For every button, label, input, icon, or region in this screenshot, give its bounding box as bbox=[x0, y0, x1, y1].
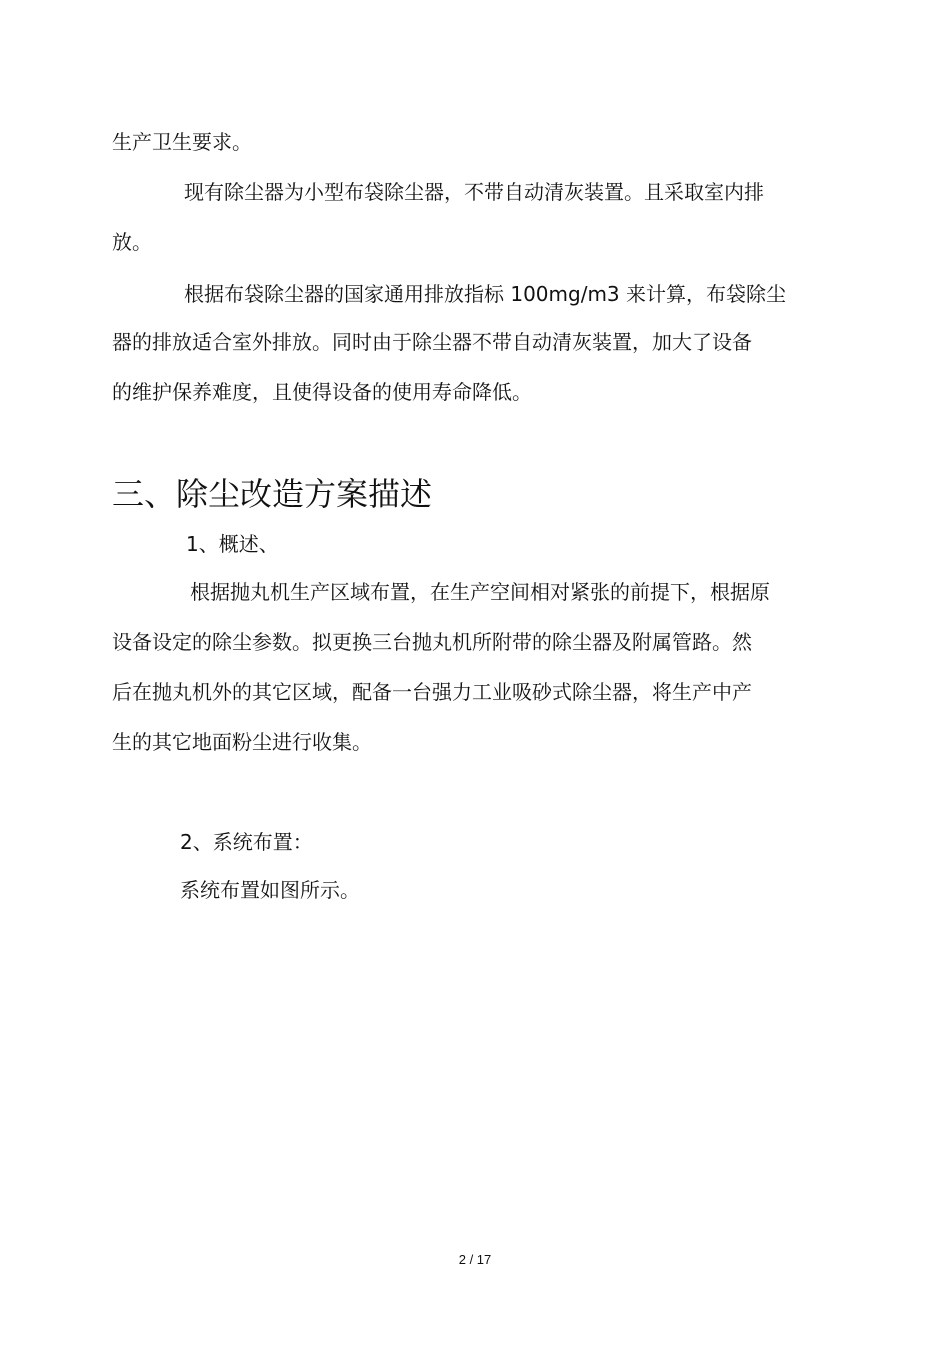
paragraph-line: 的维护保养难度，且使得设备的使用寿命降低。 bbox=[112, 380, 532, 404]
paragraph-line: 生的其它地面粉尘进行收集。 bbox=[112, 730, 372, 754]
paragraph-line: 后在抛丸机外的其它区域，配备一台强力工业吸砂式除尘器，将生产中产 bbox=[112, 680, 752, 704]
paragraph-line: 系统布置如图所示。 bbox=[180, 878, 360, 902]
section-heading: 三、除尘改造方案描述 bbox=[112, 475, 433, 513]
paragraph-line: 生产卫生要求。 bbox=[112, 130, 252, 154]
subsection-title: 1、概述、 bbox=[186, 532, 279, 556]
paragraph-line: 根据布袋除尘器的国家通用排放指标 100mg/m3 来计算，布袋除尘 bbox=[184, 282, 787, 306]
paragraph-line: 根据抛丸机生产区域布置，在生产空间相对紧张的前提下，根据原 bbox=[190, 580, 770, 604]
paragraph-line: 器的排放适合室外排放。同时由于除尘器不带自动清灰装置，加大了设备 bbox=[112, 330, 752, 354]
page-number: 2 / 17 bbox=[458, 1252, 492, 1267]
paragraph-line: 放。 bbox=[112, 230, 152, 254]
paragraph-line: 现有除尘器为小型布袋除尘器，不带自动清灰装置。且采取室内排 bbox=[184, 180, 764, 204]
subsection-title: 2、系统布置： bbox=[180, 830, 313, 854]
paragraph-line: 设备设定的除尘参数。拟更换三台抛丸机所附带的除尘器及附属管路。然 bbox=[112, 630, 752, 654]
